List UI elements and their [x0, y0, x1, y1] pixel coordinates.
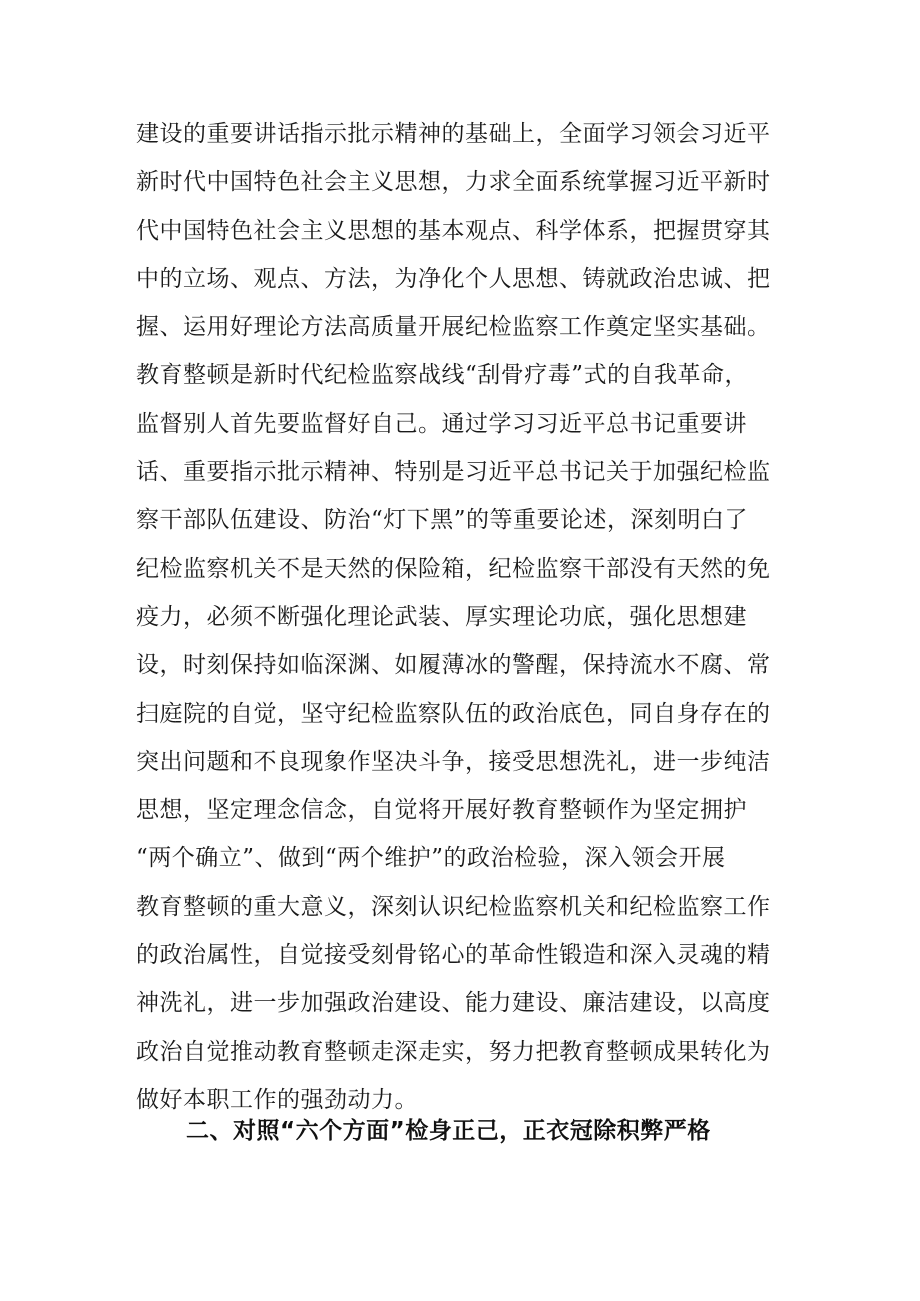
- text-line: 突出问题和不良现象作坚决斗争，接受思想洗礼，进一步纯洁: [136, 748, 771, 775]
- text-line: 的政治属性，自觉接受刻骨铭心的革命性锻造和深入灵魂的精: [136, 942, 771, 969]
- text-line: 监督别人首先要监督好自己。通过学习习近平总书记重要讲: [136, 410, 747, 437]
- text-line: 教育整顿是新时代纪检监察战线“刮骨疗毒”式的自我革命，: [136, 362, 749, 389]
- text-line: 神洗礼，进一步加强政治建设、能力建设、廉洁建设，以高度: [136, 990, 771, 1017]
- text-line: 政治自觉推动教育整顿走深走实，努力把教育整顿成果转化为: [136, 1038, 771, 1065]
- text-line: 做好本职工作的强劲动力。: [136, 1086, 418, 1113]
- section-heading: 二、对照“六个方面”检身正己，正衣冠除积弊严格: [186, 1118, 711, 1144]
- text-line: 扫庭院的自觉，坚守纪检监察队伍的政治底色，同自身存在的: [136, 700, 771, 727]
- text-line: 建设的重要讲话指示批示精神的基础上，全面学习领会习近平: [136, 121, 771, 147]
- text-line: 思想，坚定理念信念，自觉将开展好教育整顿作为坚定拥护: [136, 797, 747, 824]
- text-line: 中的立场、观点、方法，为净化个人思想、铸就政治忠诚、把: [136, 265, 771, 292]
- text-line: 察干部队伍建设、防治“灯下黑”的等重要论述，深刻明白了: [136, 507, 749, 534]
- text-line: 代中国特色社会主义思想的基本观点、科学体系，把握贯穿其: [136, 217, 771, 244]
- text-line: 教育整顿的重大意义，深刻认识纪检监察机关和纪检监察工作: [136, 893, 771, 920]
- text-line: 话、重要指示批示精神、特别是习近平总书记关于加强纪检监: [136, 459, 771, 486]
- text-line: 设，时刻保持如临深渊、如履薄冰的警醒，保持流水不腐、常: [136, 652, 771, 679]
- text-line: 纪检监察机关不是天然的保险箱，纪检监察干部没有天然的免: [136, 555, 771, 582]
- text-line: 疫力，必须不断强化理论武装、厚实理论功底，强化思想建: [136, 603, 747, 630]
- body-paragraph: [136, 110, 776, 1124]
- text-line: “两个确立”、做到“两个维护”的政治检验，深入领会开展: [136, 845, 726, 872]
- text-line: 新时代中国特色社会主义思想，力求全面系统掌握习近平新时: [136, 169, 771, 196]
- text-line: 握、运用好理论方法高质量开展纪检监察工作奠定坚实基础。: [136, 314, 771, 341]
